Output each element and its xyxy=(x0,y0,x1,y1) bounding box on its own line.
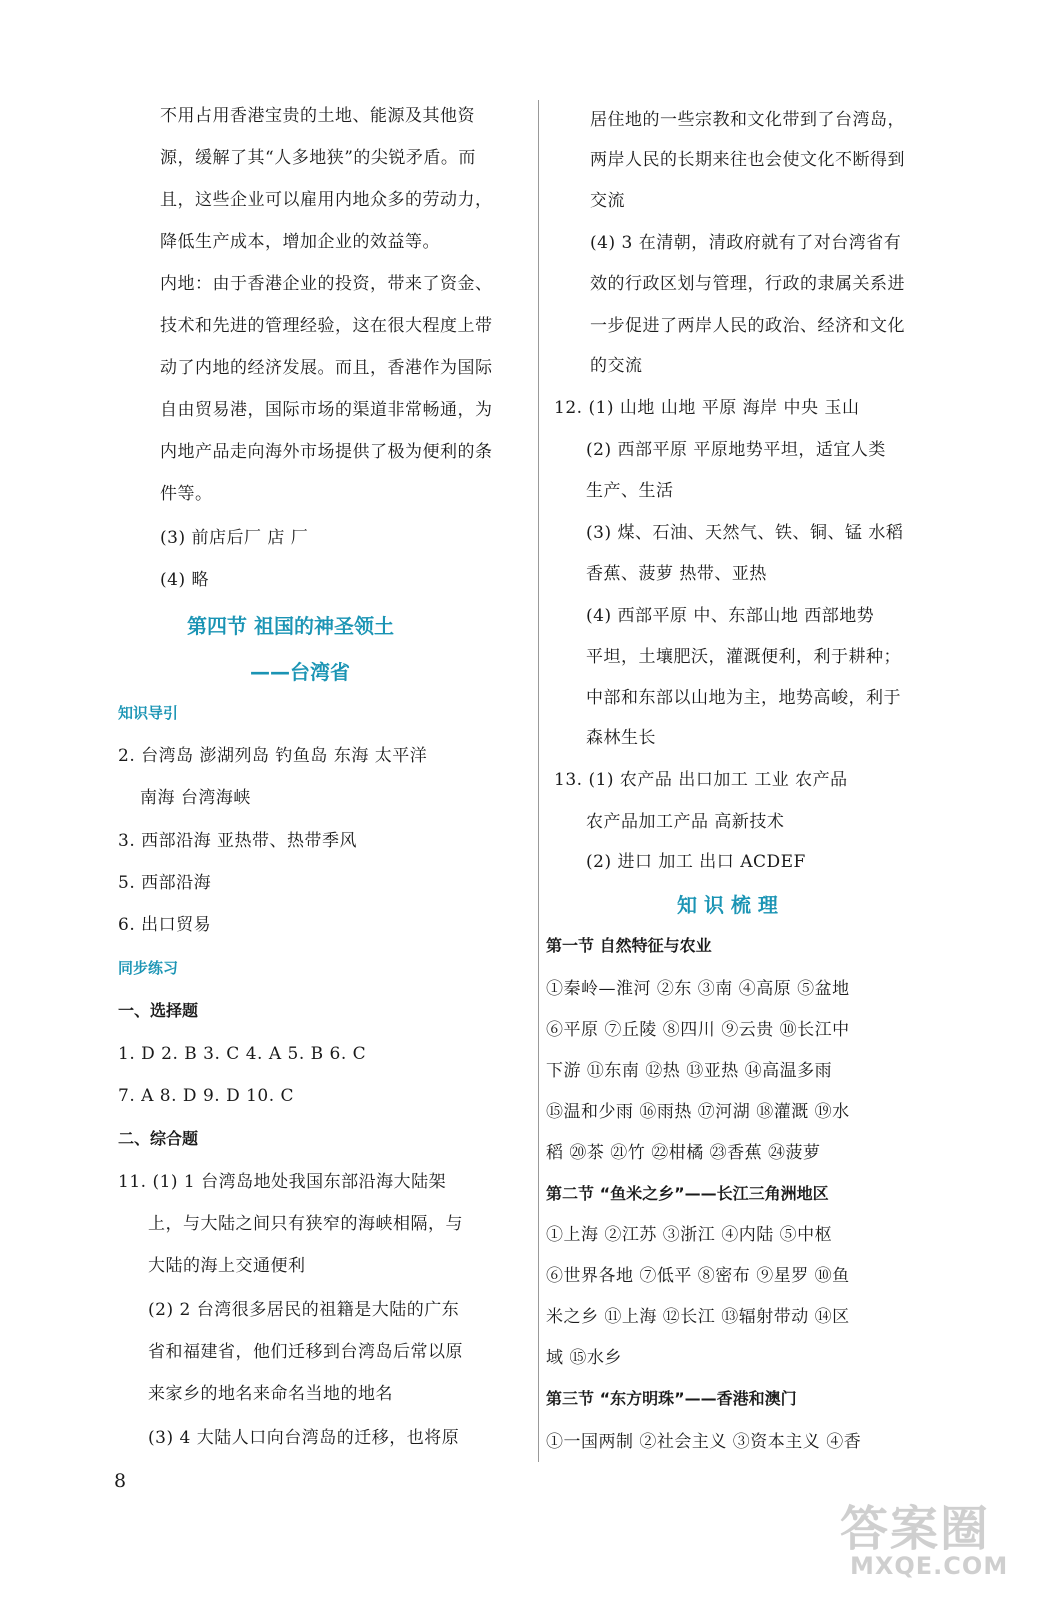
text-line: 且，这些企业可以雇用内地众多的劳动力， xyxy=(160,190,493,210)
q11-line: 的交流 xyxy=(590,356,643,376)
answer-item: (4) 略 xyxy=(160,570,209,590)
q11-line: 两岸人民的长期来往也会使文化不断得到 xyxy=(590,150,905,170)
choice-answers: 7. A 8. D 9. D 10. C xyxy=(118,1086,295,1106)
text-line: 源，缓解了其“人多地狭”的尖锐矛盾。而 xyxy=(160,148,476,168)
sec1-line: 稻 ⑳茶 ㉑竹 ㉒柑橘 ㉓香蕉 ㉔菠萝 xyxy=(546,1143,821,1163)
comprehensive-heading: 二、综合题 xyxy=(118,1129,199,1148)
q11-line: 居住地的一些宗教和文化带到了台湾岛， xyxy=(590,110,905,130)
choice-heading: 一、选择题 xyxy=(118,1001,199,1020)
sec1-line: 下游 ⑪东南 ⑫热 ⑬亚热 ⑭高温多雨 xyxy=(546,1061,833,1081)
text-line: 降低生产成本，增加企业的效益等。 xyxy=(160,232,440,252)
q11-line: (2) 2 台湾很多居民的祖籍是大陆的广东 xyxy=(148,1300,460,1320)
q12-line: (4) 西部平原 中、东部山地 西部地势 xyxy=(586,606,875,626)
sec1-line: ①秦岭—淮河 ②东 ③南 ④高原 ⑤盆地 xyxy=(546,979,850,999)
q11-line: 11. (1) 1 台湾岛地处我国东部沿海大陆架 xyxy=(118,1172,447,1192)
knowledge-guide-label: 知识导引 xyxy=(118,704,179,722)
q11-line: 大陆的海上交通便利 xyxy=(148,1256,306,1276)
sec3-heading: 第三节 “东方明珠”——香港和澳门 xyxy=(546,1389,797,1408)
q11-line: 省和福建省，他们迁移到台湾岛后常以原 xyxy=(148,1342,463,1362)
q11-line: 交流 xyxy=(590,191,625,211)
sec2-heading: 第二节 “鱼米之乡”——长江三角洲地区 xyxy=(546,1184,829,1203)
q11-line: 来家乡的地名来命名当地的地名 xyxy=(148,1384,393,1404)
q12-line: 12. (1) 山地 山地 平原 海岸 中央 玉山 xyxy=(554,398,860,418)
watermark-url: MXQE.COM xyxy=(850,1552,1009,1580)
sec1-line: ⑥平原 ⑦丘陵 ⑧四川 ⑨云贵 ⑩长江中 xyxy=(546,1020,850,1040)
guide-item: 3. 西部沿海 亚热带、热带季风 xyxy=(118,831,358,851)
text-line: 内地：由于香港企业的投资，带来了资金、 xyxy=(160,274,493,294)
q12-line: (2) 西部平原 平原地势平坦，适宜人类 xyxy=(586,440,886,460)
q12-line: 森林生长 xyxy=(586,728,656,748)
sec1-heading: 第一节 自然特征与农业 xyxy=(546,936,712,955)
q11-line: 一步促进了两岸人民的政治、经济和文化 xyxy=(590,316,905,336)
guide-item: 5. 西部沿海 xyxy=(118,873,212,893)
watermark-logo xyxy=(840,1490,1020,1590)
section-subtitle: ——台湾省 xyxy=(250,660,350,684)
sec2-line: 米之乡 ⑪上海 ⑫长江 ⑬辐射带动 ⑭区 xyxy=(546,1307,850,1327)
guide-item: 2. 台湾岛 澎湖列岛 钓鱼岛 东海 太平洋 xyxy=(118,746,428,766)
q11-line: (3) 4 大陆人口向台湾岛的迁移，也将原 xyxy=(148,1428,460,1448)
guide-item: 6. 出口贸易 xyxy=(118,915,212,935)
sec1-line: ⑮温和少雨 ⑯雨热 ⑰河湖 ⑱灌溉 ⑲水 xyxy=(546,1102,850,1122)
guide-item: 南海 台湾海峡 xyxy=(140,788,251,808)
text-line: 技术和先进的管理经验，这在很大程度上带 xyxy=(160,316,493,336)
q11-line: 效的行政区划与管理，行政的隶属关系进 xyxy=(590,274,905,294)
sec2-line: ⑥世界各地 ⑦低平 ⑧密布 ⑨星罗 ⑩鱼 xyxy=(546,1266,850,1286)
sec2-line: 域 ⑮水乡 xyxy=(546,1348,622,1368)
q12-line: 生产、生活 xyxy=(586,481,674,501)
text-line: 不用占用香港宝贵的土地、能源及其他资 xyxy=(160,106,475,126)
text-line: 动了内地的经济发展。而且，香港作为国际 xyxy=(160,358,493,378)
q13-line: (2) 进口 加工 出口 ACDEF xyxy=(586,852,806,872)
q12-line: 中部和东部以山地为主，地势高峻，利于 xyxy=(586,688,901,708)
knowledge-review-title: 知 识 梳 理 xyxy=(677,893,778,917)
answer-item: (3) 前店后厂 店 厂 xyxy=(160,528,309,548)
text-line: 内地产品走向海外市场提供了极为便利的条 xyxy=(160,442,493,462)
q12-line: 香蕉、菠萝 热带、亚热 xyxy=(586,564,767,584)
page-number: 8 xyxy=(114,1470,127,1492)
sec3-line: ①一国两制 ②社会主义 ③资本主义 ④香 xyxy=(546,1432,862,1452)
section-title: 第四节 祖国的神圣领土 xyxy=(187,614,394,638)
sync-practice-label: 同步练习 xyxy=(118,959,179,977)
sec2-line: ①上海 ②江苏 ③浙江 ④内陆 ⑤中枢 xyxy=(546,1225,833,1245)
q12-line: 平坦，土壤肥沃，灌溉便利，利于耕种； xyxy=(586,647,901,667)
watermark-text: 答案圈 xyxy=(840,1501,991,1557)
text-line: 件等。 xyxy=(160,484,213,504)
choice-answers: 1. D 2. B 3. C 4. A 5. B 6. C xyxy=(118,1044,367,1064)
text-line: 自由贸易港，国际市场的渠道非常畅通，为 xyxy=(160,400,493,420)
column-divider xyxy=(538,100,539,1462)
q11-line: (4) 3 在清朝，清政府就有了对台湾省有 xyxy=(590,233,902,253)
q11-line: 上，与大陆之间只有狭窄的海峡相隔，与 xyxy=(148,1214,463,1234)
q13-line: 农产品加工产品 高新技术 xyxy=(586,812,785,832)
q13-line: 13. (1) 农产品 出口加工 工业 农产品 xyxy=(554,770,848,790)
q12-line: (3) 煤、石油、天然气、铁、铜、锰 水稻 xyxy=(586,523,904,543)
